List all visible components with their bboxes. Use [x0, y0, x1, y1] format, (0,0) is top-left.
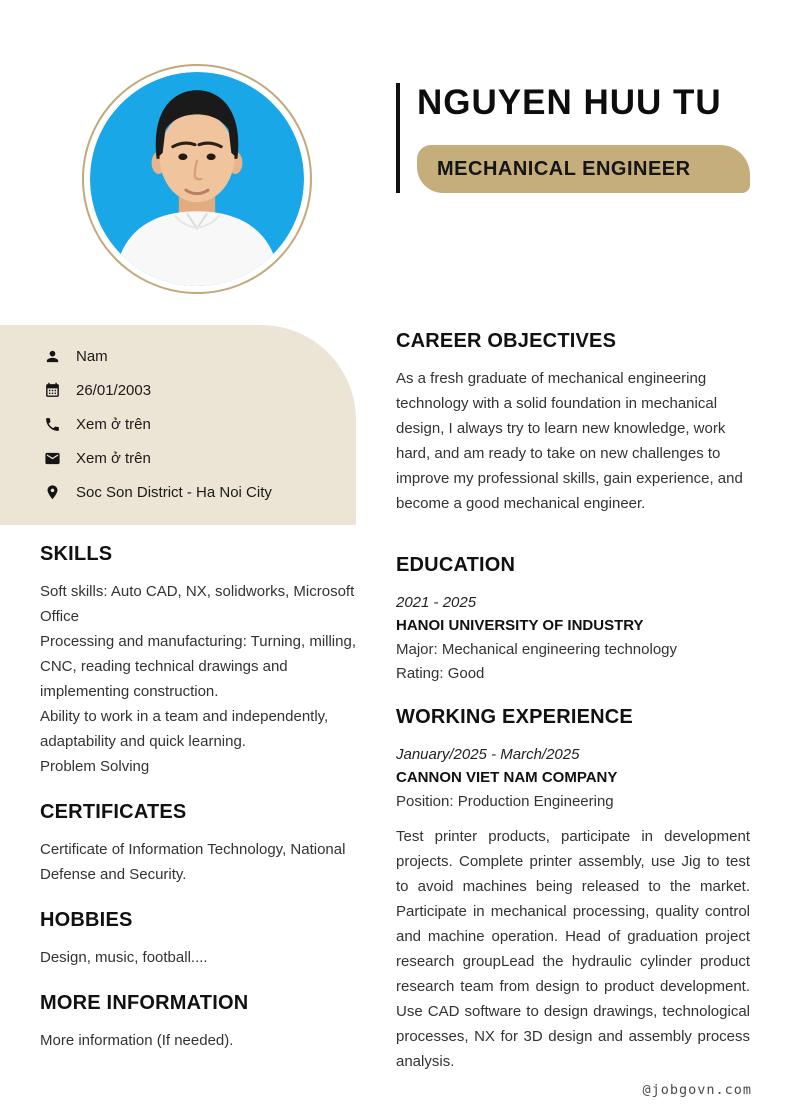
skills-line: Problem Solving — [40, 758, 150, 775]
contact-phone — [44, 407, 356, 441]
contact-address — [44, 475, 356, 509]
working-experience-heading: WORKING EXPERIENCE — [396, 706, 633, 728]
candidate-name: NGUYEN HUU TU — [417, 83, 722, 122]
skills-line: Soft skills: Auto CAD, NX, solidworks, Microsoft Office — [40, 583, 355, 625]
location-icon — [44, 484, 61, 501]
contact-panel — [0, 325, 356, 525]
more-information-line: More information (If needed). — [40, 1032, 234, 1049]
phone-icon — [44, 416, 61, 433]
contact-phone-text: Xem ở trên — [76, 415, 151, 433]
calendar-icon — [44, 382, 61, 399]
education-heading: EDUCATION — [396, 554, 516, 576]
certificates-heading: CERTIFICATES — [40, 801, 187, 823]
skills-line: Processing and manufacturing: Turning, milling, CNC, reading technical drawings and implementing construction. — [40, 633, 356, 700]
contact-gender-text: Nam — [76, 347, 108, 365]
contact-birthdate-text: 26/01/2003 — [76, 381, 152, 399]
hobbies-line: Design, music, football.... — [40, 949, 208, 966]
section-skills — [40, 543, 356, 779]
header-accent-bar — [396, 83, 400, 193]
email-icon — [44, 450, 61, 467]
contact-email-text: Xem ở trên — [76, 449, 151, 467]
education-school: HANOI UNIVERSITY OF INDUSTRY — [396, 617, 644, 634]
hobbies-heading: HOBBIES — [40, 909, 133, 931]
contact-gender — [44, 339, 356, 373]
section-hobbies — [40, 909, 356, 970]
sidebar-sections — [40, 543, 356, 1053]
education-period: 2021 - 2025 — [396, 594, 477, 611]
education-rating: Rating: Good — [396, 665, 485, 682]
section-more-information — [40, 992, 356, 1053]
contact-address-text: Soc Son District - Ha Noi City — [76, 483, 272, 501]
person-icon — [44, 348, 61, 365]
portrait-illustration — [90, 72, 304, 286]
more-information-heading: MORE INFORMATION — [40, 992, 249, 1014]
section-working-experience — [396, 706, 750, 1074]
main-sections — [396, 330, 750, 1074]
job-title: MECHANICAL ENGINEER — [437, 157, 691, 180]
education-major: Major: Mechanical engineering technology — [396, 641, 678, 658]
profile-photo-ring — [82, 64, 312, 294]
experience-body: Test printer products, participate in development projects. Complete printer assembly, use Jig to test to avoid machines being released to the market. Participate in mechanical processing, quality control and machine operation. Head of graduation project research groupLead the hydraulic cylinder product research team from design to product development. Use CAD software to design drawings, technological processes, NX for 3D design and assembly process analysis. — [396, 828, 750, 1070]
experience-company: CANNON VIET NAM COMPANY — [396, 769, 618, 786]
experience-position: Position: Production Engineering — [396, 793, 614, 810]
header — [396, 83, 750, 193]
section-career-objectives — [396, 330, 750, 516]
contact-birthdate — [44, 373, 356, 407]
contact-email — [44, 441, 356, 475]
site-watermark: @jobgovn.com — [642, 1082, 752, 1098]
skills-heading: SKILLS — [40, 543, 113, 565]
career-objectives-heading: CAREER OBJECTIVES — [396, 330, 617, 352]
profile-photo — [90, 72, 304, 286]
section-education — [396, 554, 750, 686]
job-title-banner — [417, 145, 750, 193]
skills-line: Ability to work in a team and independently, adaptability and quick learning. — [40, 708, 329, 750]
career-objectives-body: As a fresh graduate of mechanical engineering technology with a solid foundation in mechanical design, I always try to learn new knowledge, work hard, and am ready to take on new challenges to improve my professional skills, gain experience, and become a good mechanical engineer. — [396, 370, 743, 512]
experience-period: January/2025 - March/2025 — [396, 746, 580, 763]
section-certificates — [40, 801, 356, 887]
certificates-line: Certificate of Information Technology, National Defense and Security. — [40, 841, 346, 883]
